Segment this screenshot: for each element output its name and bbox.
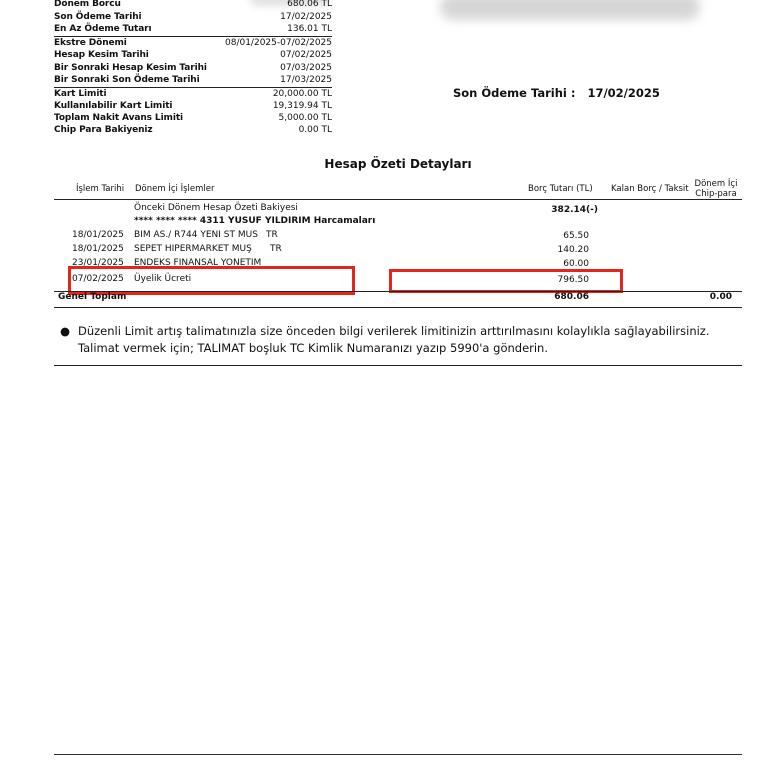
highlight-box-fee-amount (389, 269, 623, 293)
summary-label: Son Ödeme Tarihi (54, 12, 142, 22)
row-amount: 796.50 (557, 275, 589, 285)
total-bottom-rule (54, 307, 742, 308)
row-country: TR (270, 244, 282, 254)
summary-value: 680.06 TL (287, 0, 332, 9)
grand-total-chip: 0.00 (709, 292, 732, 302)
summary-row-cash-advance-limit (54, 112, 332, 124)
total-rule (54, 291, 742, 292)
summary-row-due-date (54, 11, 332, 23)
details-section-title: Hesap Özeti Detayları (324, 157, 472, 171)
summary-label: Hesap Kesim Tarihi (54, 50, 149, 60)
summary-row-cutoff-date (54, 49, 332, 61)
summary-value: 07/02/2025 (280, 50, 332, 60)
bullet-icon: ● (60, 324, 71, 338)
summary-value: 136.01 TL (287, 24, 332, 34)
summary-label: En Az Ödeme Tutarı (54, 24, 152, 34)
summary-row-card-limit (54, 88, 332, 100)
header-debt-amount: Borç Tutarı (TL) (528, 184, 593, 194)
summary-row-next-due (54, 74, 332, 86)
summary-label: Dönem Borcu (54, 0, 121, 9)
row-amount: 60.00 (563, 259, 589, 269)
row-description: ENDEKS FINANSAL YONETIM (134, 258, 262, 268)
note-rule (54, 365, 742, 366)
row-country: TR (266, 230, 278, 240)
row-amount: 140.20 (557, 245, 589, 255)
summary-row-statement-period (54, 37, 332, 49)
due-date-value: 17/02/2025 (587, 86, 660, 100)
summary-value: 17/03/2025 (280, 75, 332, 85)
summary-label: Kart Limiti (54, 89, 107, 99)
row-description: SEPET HIPERMARKET MUŞ (134, 244, 252, 254)
summary-value: 20,000.00 TL (272, 89, 332, 99)
header-chip-para (694, 179, 738, 199)
summary-value: 19,319.94 TL (272, 101, 332, 111)
row-date: 23/01/2025 (72, 258, 124, 268)
summary-value: 17/02/2025 (280, 12, 332, 22)
header-remaining-debt: Kalan Borç / Taksit (611, 184, 689, 194)
header-chip-line2: Chip-para (695, 189, 737, 199)
grand-total-label: Genel Toplam (58, 292, 127, 302)
row-date: 18/01/2025 (72, 244, 124, 254)
header-rule (54, 199, 742, 200)
summary-row-chip-para (54, 124, 332, 136)
row-amount: 65.50 (563, 231, 589, 241)
grand-total-amount: 680.06 (554, 292, 589, 302)
row-description: Üyelik Ücreti (134, 274, 192, 284)
summary-value: 07/03/2025 (280, 63, 332, 73)
limit-increase-note (54, 323, 742, 357)
header-period-transactions: Dönem İçi İşlemler (135, 184, 215, 194)
due-date-label: Son Ödeme Tarihi : (453, 86, 576, 100)
prev-balance-amount: 382.14(-) (551, 205, 598, 215)
prev-balance-label: Önceki Dönem Hesap Özeti Bakiyesi (134, 203, 298, 213)
summary-row-min-payment (54, 23, 332, 35)
summary-row-available-limit (54, 100, 332, 112)
summary-value: 0.00 TL (298, 125, 332, 135)
cardholder-spending-line: **** **** **** 4311 YUSUF YILDIRIM Harcamaları (134, 216, 376, 226)
summary-row-next-cutoff (54, 62, 332, 74)
summary-label: Bir Sonraki Son Ödeme Tarihi (54, 75, 200, 85)
summary-label: Ekstre Dönemi (54, 38, 127, 48)
row-date: 18/01/2025 (72, 230, 124, 240)
summary-label: Chip Para Bakiyeniz (54, 125, 153, 135)
header-chip-line1: Dönem İçi (694, 179, 738, 189)
page-bottom-rule (54, 754, 742, 755)
summary-label: Toplam Nakit Avans Limiti (54, 113, 184, 123)
due-date-callout (453, 86, 660, 100)
blurred-header-area (440, 0, 700, 20)
summary-value: 5,000.00 TL (278, 113, 332, 123)
row-date: 07/02/2025 (72, 274, 124, 284)
summary-label: Bir Sonraki Hesap Kesim Tarihi (54, 63, 207, 73)
summary-row-period-debt (54, 0, 332, 10)
row-description: BIM AS./ R744 YENI ST MUS (134, 230, 258, 240)
summary-label: Kullanılabilir Kart Limiti (54, 101, 173, 111)
summary-value: 08/01/2025-07/02/2025 (225, 38, 332, 48)
header-transaction-date: İşlem Tarihi (76, 184, 125, 194)
note-text: Düzenli Limit artış talimatınızla size önceden bilgi verilerek limitinizin arttırılmasını kolaylıkla sağlayabilirsiniz. Talimat vermek için; TALIMAT boşluk TC Kimlik Numaranızı yazıp 5990'a gönderin. (78, 324, 710, 355)
